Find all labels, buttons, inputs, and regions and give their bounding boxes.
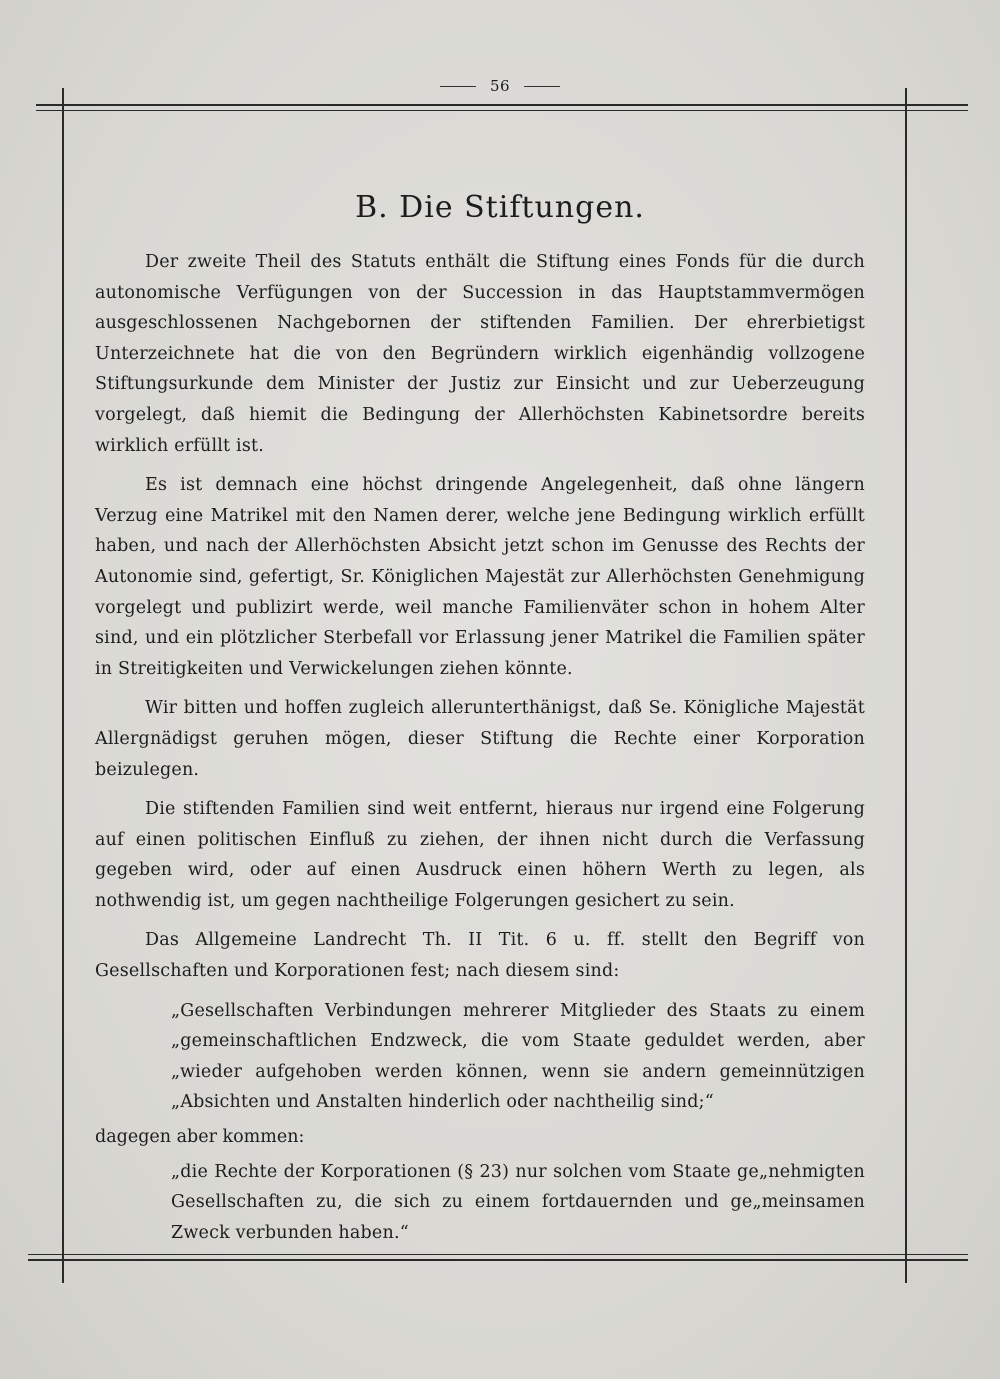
- page-number-header: [0, 74, 1000, 98]
- page-number: 56: [489, 77, 511, 95]
- quotation-2: „die Rechte der Korporationen (§ 23) nur solchen vom Staate ge„nehmigten Gesellschaften zu, die sich zu einem fortdauernden und ge„meinsamen Zweck verbunden haben.“: [171, 1161, 865, 1243]
- paragraph-4: Die stiftenden Familien sind weit entfernt, hieraus nur irgend eine Folgerung auf einen politischen Einfluß zu ziehen, der ihnen nicht durch die Verfassung gegeben wird, oder auf einen Ausdruck einen höhern Werth zu legen, als nothwendig ist, um gegen nachtheilige Folgerungen gesichert zu sein.: [95, 799, 865, 911]
- section-heading: B. Die Stiftungen.: [355, 190, 645, 225]
- connecting-line: dagegen aber kommen:: [95, 1127, 305, 1148]
- page-number-dash-left: [440, 86, 476, 87]
- page-body: [95, 190, 865, 1252]
- paragraph-2: Es ist demnach eine höchst dringende Angelegenheit, daß ohne längern Verzug eine Matrikel mit den Namen derer, welche jene Bedingung wirklich erfüllt haben, und nach der Allerhöchsten Absicht jetzt schon im Genusse des Rechts der Autonomie sind, gefertigt, Sr. Königlichen Majestät zur Allerhöchsten Genehmigung vorgelegt und publizirt werde, weil manche Familienväter schon in hohem Alter sind, und ein plötzlicher Sterbefall vor Erlassung jener Matrikel die Familien später in Streitigkeiten und Verwickelungen ziehen könnte.: [95, 475, 865, 679]
- paragraph-1: Der zweite Theil des Statuts enthält die Stiftung eines Fonds für die durch autonomische Verfügungen von der Succession in das Hauptstammvermögen ausgeschlossenen Nachgebornen der stiftenden Familien. Der ehrerbietigst Unterzeichnete hat die von den Begründern wirklich eigenhändig vollzogene Stiftungsurkunde dem Minister der Justiz zur Einsicht und zur Ueberzeugung vorgelegt, daß hiemit die Bedingung der Allerhöchsten Kabinetsordre bereits wirklich erfüllt ist.: [95, 252, 865, 456]
- quotation-1: „Gesellschaften Verbindungen mehrerer Mitglieder des Staats zu einem „gemeinschaftlichen Endzweck, die vom Staate geduldet werden, aber „wieder aufgehoben werden können, wenn sie andern gemeinnützigen „Absichten und Anstalten hinderlich oder nachtheilig sind;“: [171, 1000, 865, 1113]
- paragraph-5: Das Allgemeine Landrecht Th. II Tit. 6 u. ff. stellt den Begriff von Gesellschaften und Korporationen fest; nach diesem sind:: [95, 930, 865, 982]
- page-number-dash-right: [524, 86, 560, 87]
- frame-top-rule: [36, 104, 968, 106]
- frame-bottom-rule-inner: [28, 1254, 968, 1255]
- frame-right-rule: [905, 88, 907, 1283]
- frame-top-rule-inner: [36, 110, 968, 111]
- frame-bottom-rule: [28, 1259, 968, 1261]
- paragraph-3: Wir bitten und hoffen zugleich allerunterthänigst, daß Se. Königliche Majestät Allergnädigst geruhen mögen, dieser Stiftung die Rechte einer Korporation beizulegen.: [95, 698, 865, 780]
- frame-left-rule: [62, 88, 64, 1283]
